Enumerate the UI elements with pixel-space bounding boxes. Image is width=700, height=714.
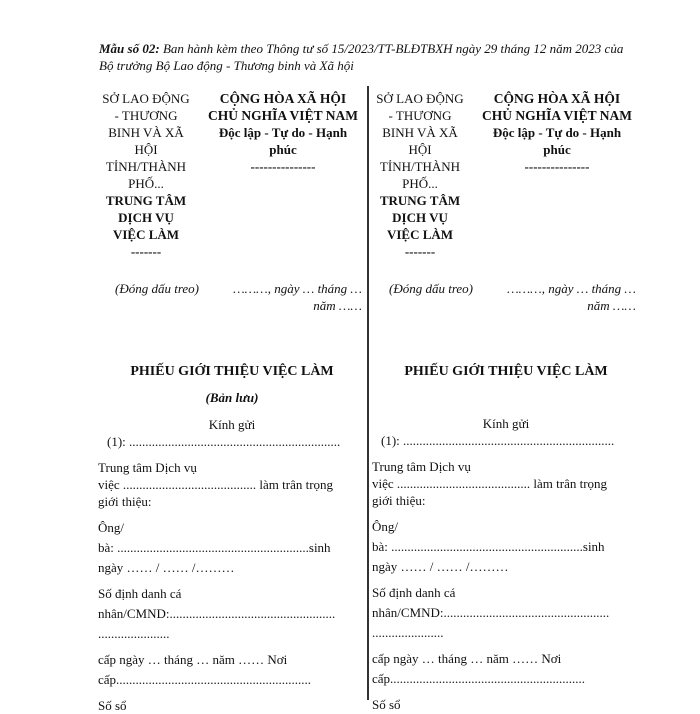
issue-field: cấp............................................................: [372, 671, 586, 686]
date-line: ………, ngày … tháng …: [507, 281, 636, 296]
center-line: DỊCH VỤ: [392, 210, 448, 225]
recipient-field: (1): .................................................................: [107, 434, 341, 449]
motto-line: phúc: [543, 142, 571, 157]
page-title: PHIẾU GIỚI THIỆU VIỆC LÀM: [130, 364, 334, 379]
nation-dashes: ---------------: [524, 159, 590, 174]
org-dashes: -------: [404, 244, 436, 259]
id-field: nhân/CMND:...................................................: [98, 606, 336, 621]
dept-line: TỈNH/THÀNH: [379, 159, 461, 174]
center-field: việc ......................................... làm trân trọng: [98, 477, 334, 492]
nation-line: CỘNG HÒA XÃ HỘI: [493, 91, 621, 106]
center-line: VIỆC LÀM: [386, 227, 454, 242]
issue-field: cấp ngày … tháng … năm …… Nơi: [98, 652, 288, 667]
person-field: ngày …… / …… /………: [372, 559, 509, 574]
dept-line: - THƯƠNG: [388, 108, 452, 123]
date-block: [490, 280, 640, 314]
person-field: Ông/: [98, 520, 124, 535]
center-field: việc ......................................... làm trân trọng: [372, 476, 608, 491]
right-header-block: [372, 90, 640, 260]
org-dashes: -------: [130, 244, 162, 259]
person-field: Ông/: [372, 519, 398, 534]
nation-dashes: ---------------: [250, 159, 316, 174]
center-line: TRUNG TÂM: [379, 193, 461, 208]
person-field: bà: ...........................................................sinh: [372, 539, 605, 554]
nation-line: CHỦ NGHĨA VIỆT NAM: [482, 108, 632, 123]
nation-line: CỘNG HÒA XÃ HỘI: [219, 91, 347, 106]
book-field: Số sổ: [372, 697, 401, 712]
greeting: Kính gửi: [482, 416, 530, 431]
stamp-label: (Đóng dấu treo): [114, 281, 199, 296]
date-line: năm ……: [313, 298, 362, 313]
form-header: [99, 40, 639, 74]
right-nation-block: [468, 90, 640, 260]
issue-field: cấp............................................................: [98, 672, 312, 687]
right-copy: [372, 90, 640, 713]
right-stamp-row: [372, 280, 640, 314]
center-field: giới thiệu:: [372, 493, 426, 508]
center-line: VIỆC LÀM: [112, 227, 180, 242]
person-field: bà: ...........................................................sinh: [98, 540, 331, 555]
dept-line: SỞ LAO ĐỘNG: [376, 91, 464, 106]
left-nation-block: [194, 90, 366, 260]
dept-line: BINH VÀ XÃ: [382, 125, 458, 140]
issue-field: cấp ngày … tháng … năm …… Nơi: [372, 651, 562, 666]
copy-subtitle: (Bản lưu): [205, 390, 259, 405]
left-org-block: [98, 90, 194, 260]
date-line: năm ……: [587, 298, 636, 313]
motto-line: phúc: [269, 142, 297, 157]
center-line: DỊCH VỤ: [118, 210, 174, 225]
recipient-field: (1): .................................................................: [381, 433, 615, 448]
motto-line: Độc lập - Tự do - Hạnh: [492, 125, 622, 140]
dept-line: SỞ LAO ĐỘNG: [102, 91, 190, 106]
dept-line: - THƯƠNG: [114, 108, 178, 123]
greeting: Kính gửi: [208, 417, 256, 432]
book-field: Số sổ: [98, 698, 127, 713]
left-copy: [98, 90, 366, 714]
dept-line: PHỐ...: [128, 176, 164, 191]
motto-line: Độc lập - Tự do - Hạnh: [218, 125, 348, 140]
center-field: Trung tâm Dịch vụ: [372, 459, 471, 474]
id-field: ......................: [372, 625, 444, 640]
dept-line: TỈNH/THÀNH: [105, 159, 187, 174]
date-block: [216, 280, 366, 314]
id-field: Số định danh cá: [98, 586, 182, 601]
left-header-block: [98, 90, 366, 260]
center-field: giới thiệu:: [98, 494, 152, 509]
id-field: nhân/CMND:...................................................: [372, 605, 610, 620]
dept-line: HỘI: [134, 142, 158, 157]
id-field: ......................: [98, 626, 170, 641]
right-org-block: [372, 90, 468, 260]
dept-line: PHỐ...: [402, 176, 438, 191]
center-line: TRUNG TÂM: [105, 193, 187, 208]
page-title: PHIẾU GIỚI THIỆU VIỆC LÀM: [404, 364, 608, 379]
left-stamp-row: [98, 280, 366, 314]
nation-line: CHỦ NGHĨA VIỆT NAM: [208, 108, 358, 123]
date-line: ………, ngày … tháng …: [233, 281, 362, 296]
person-field: ngày …… / …… /………: [98, 560, 235, 575]
dept-line: BINH VÀ XÃ: [108, 125, 184, 140]
dept-line: HỘI: [408, 142, 432, 157]
form-text: Ban hành kèm theo Thông tư số 15/2023/TT-BLĐTBXH ngày 29 tháng 12 năm 2023 của Bộ trưởng Bộ Lao động - Thương binh và Xã hội: [99, 41, 624, 73]
column-divider: [367, 86, 369, 700]
stamp-label: (Đóng dấu treo): [388, 281, 473, 296]
id-field: Số định danh cá: [372, 585, 456, 600]
form-label: Mẫu số 02:: [99, 41, 160, 56]
center-field: Trung tâm Dịch vụ: [98, 460, 197, 475]
